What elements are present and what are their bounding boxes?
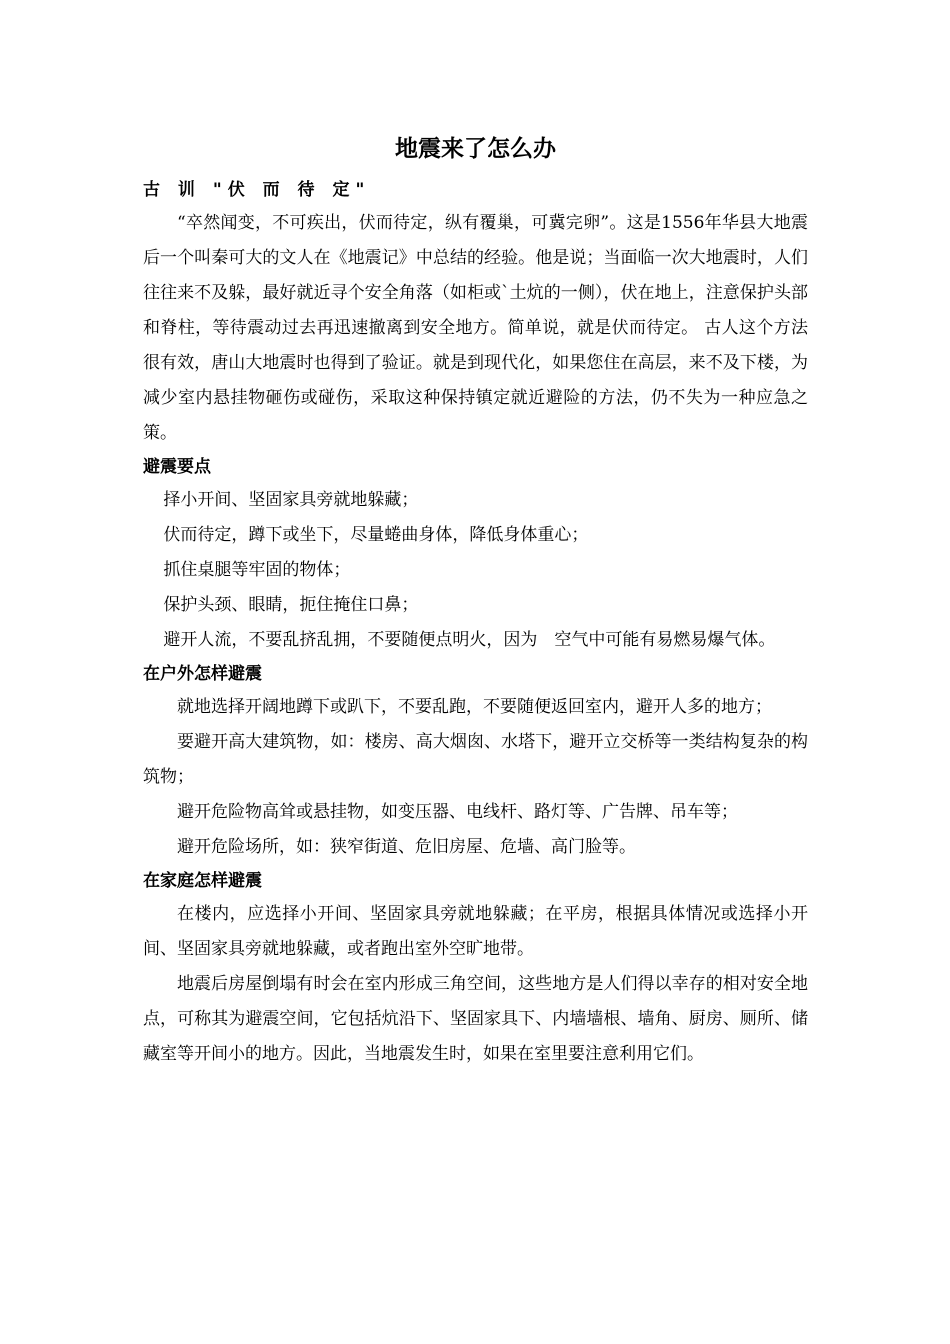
list-item: 择小开间、坚固家具旁就地躲藏；: [163, 490, 419, 510]
paragraph: 在楼内，应选择小开间、坚固家具旁就地躲藏；在平房，根据具体情况或选择小开间、坚固家具旁就地躲藏，或者跑出室外空旷地带。: [143, 904, 808, 959]
document-title: 地震来了怎么办: [395, 136, 556, 162]
paragraph: 要避开高大建筑物，如：楼房、高大烟囱、水塔下，避开立交桥等一类结构复杂的构筑物；: [143, 732, 808, 787]
list-item: 抓住桌腿等牢固的物体；: [163, 560, 351, 580]
document-body: [143, 128, 808, 1072]
paragraph: 避开危险场所，如：狭窄街道、危旧房屋、危墙、高门脸等。: [177, 837, 636, 857]
paragraph: 避开危险物高耸或悬挂物，如变压器、电线杆、路灯等、广告牌、吊车等；: [177, 802, 738, 822]
section-heading-ancient-teaching: 古 训 "伏 而 待 定": [143, 180, 371, 200]
paragraph: “卒然闻变，不可疾出，伏而待定，纵有覆巢，可冀完卵”。这是1556年华县大地震后一个叫秦可大的文人在《地震记》中总结的经验。他是说；当面临一次大地震时，人们往往来不及躲，最好就近寻个安全角落（如柜或`土炕的一侧），伏在地上，注意保护头部和脊柱，等待震动过去再迅速撤离到安全地方。简单说，就是伏而待定。 古人这个方法很有效，唐山大地震时也得到了验证。就是到现代化，如果您住在高层，来不及下楼，为减少室内悬挂物砸伤或碰伤，采取这种保持镇定就近避险的方法，仍不失为一种应急之策。: [143, 213, 808, 443]
list-item: 保护头颈、眼睛，扼住掩住口鼻；: [163, 595, 419, 615]
section-heading-key-points: 避震要点: [143, 457, 211, 477]
list-item: 伏而待定，蹲下或坐下，尽量蜷曲身体，降低身体重心；: [163, 525, 589, 545]
section-heading-home: 在家庭怎样避震: [143, 871, 262, 891]
section-heading-outdoor: 在户外怎样避震: [143, 664, 262, 684]
paragraph: 地震后房屋倒塌有时会在室内形成三角空间，这些地方是人们得以幸存的相对安全地点，可称其为避震空间，它包括炕沿下、坚固家具下、内墙墙根、墙角、厨房、厕所、储藏室等开间小的地方。因此，当地震发生时，如果在室里要注意利用它们。: [143, 974, 808, 1064]
paragraph: 就地选择开阔地蹲下或趴下，不要乱跑，不要随便返回室内，避开人多的地方；: [177, 697, 772, 717]
list-item: 避开人流，不要乱挤乱拥，不要随便点明火，因为 空气中可能有易燃易爆气体。: [163, 630, 776, 650]
